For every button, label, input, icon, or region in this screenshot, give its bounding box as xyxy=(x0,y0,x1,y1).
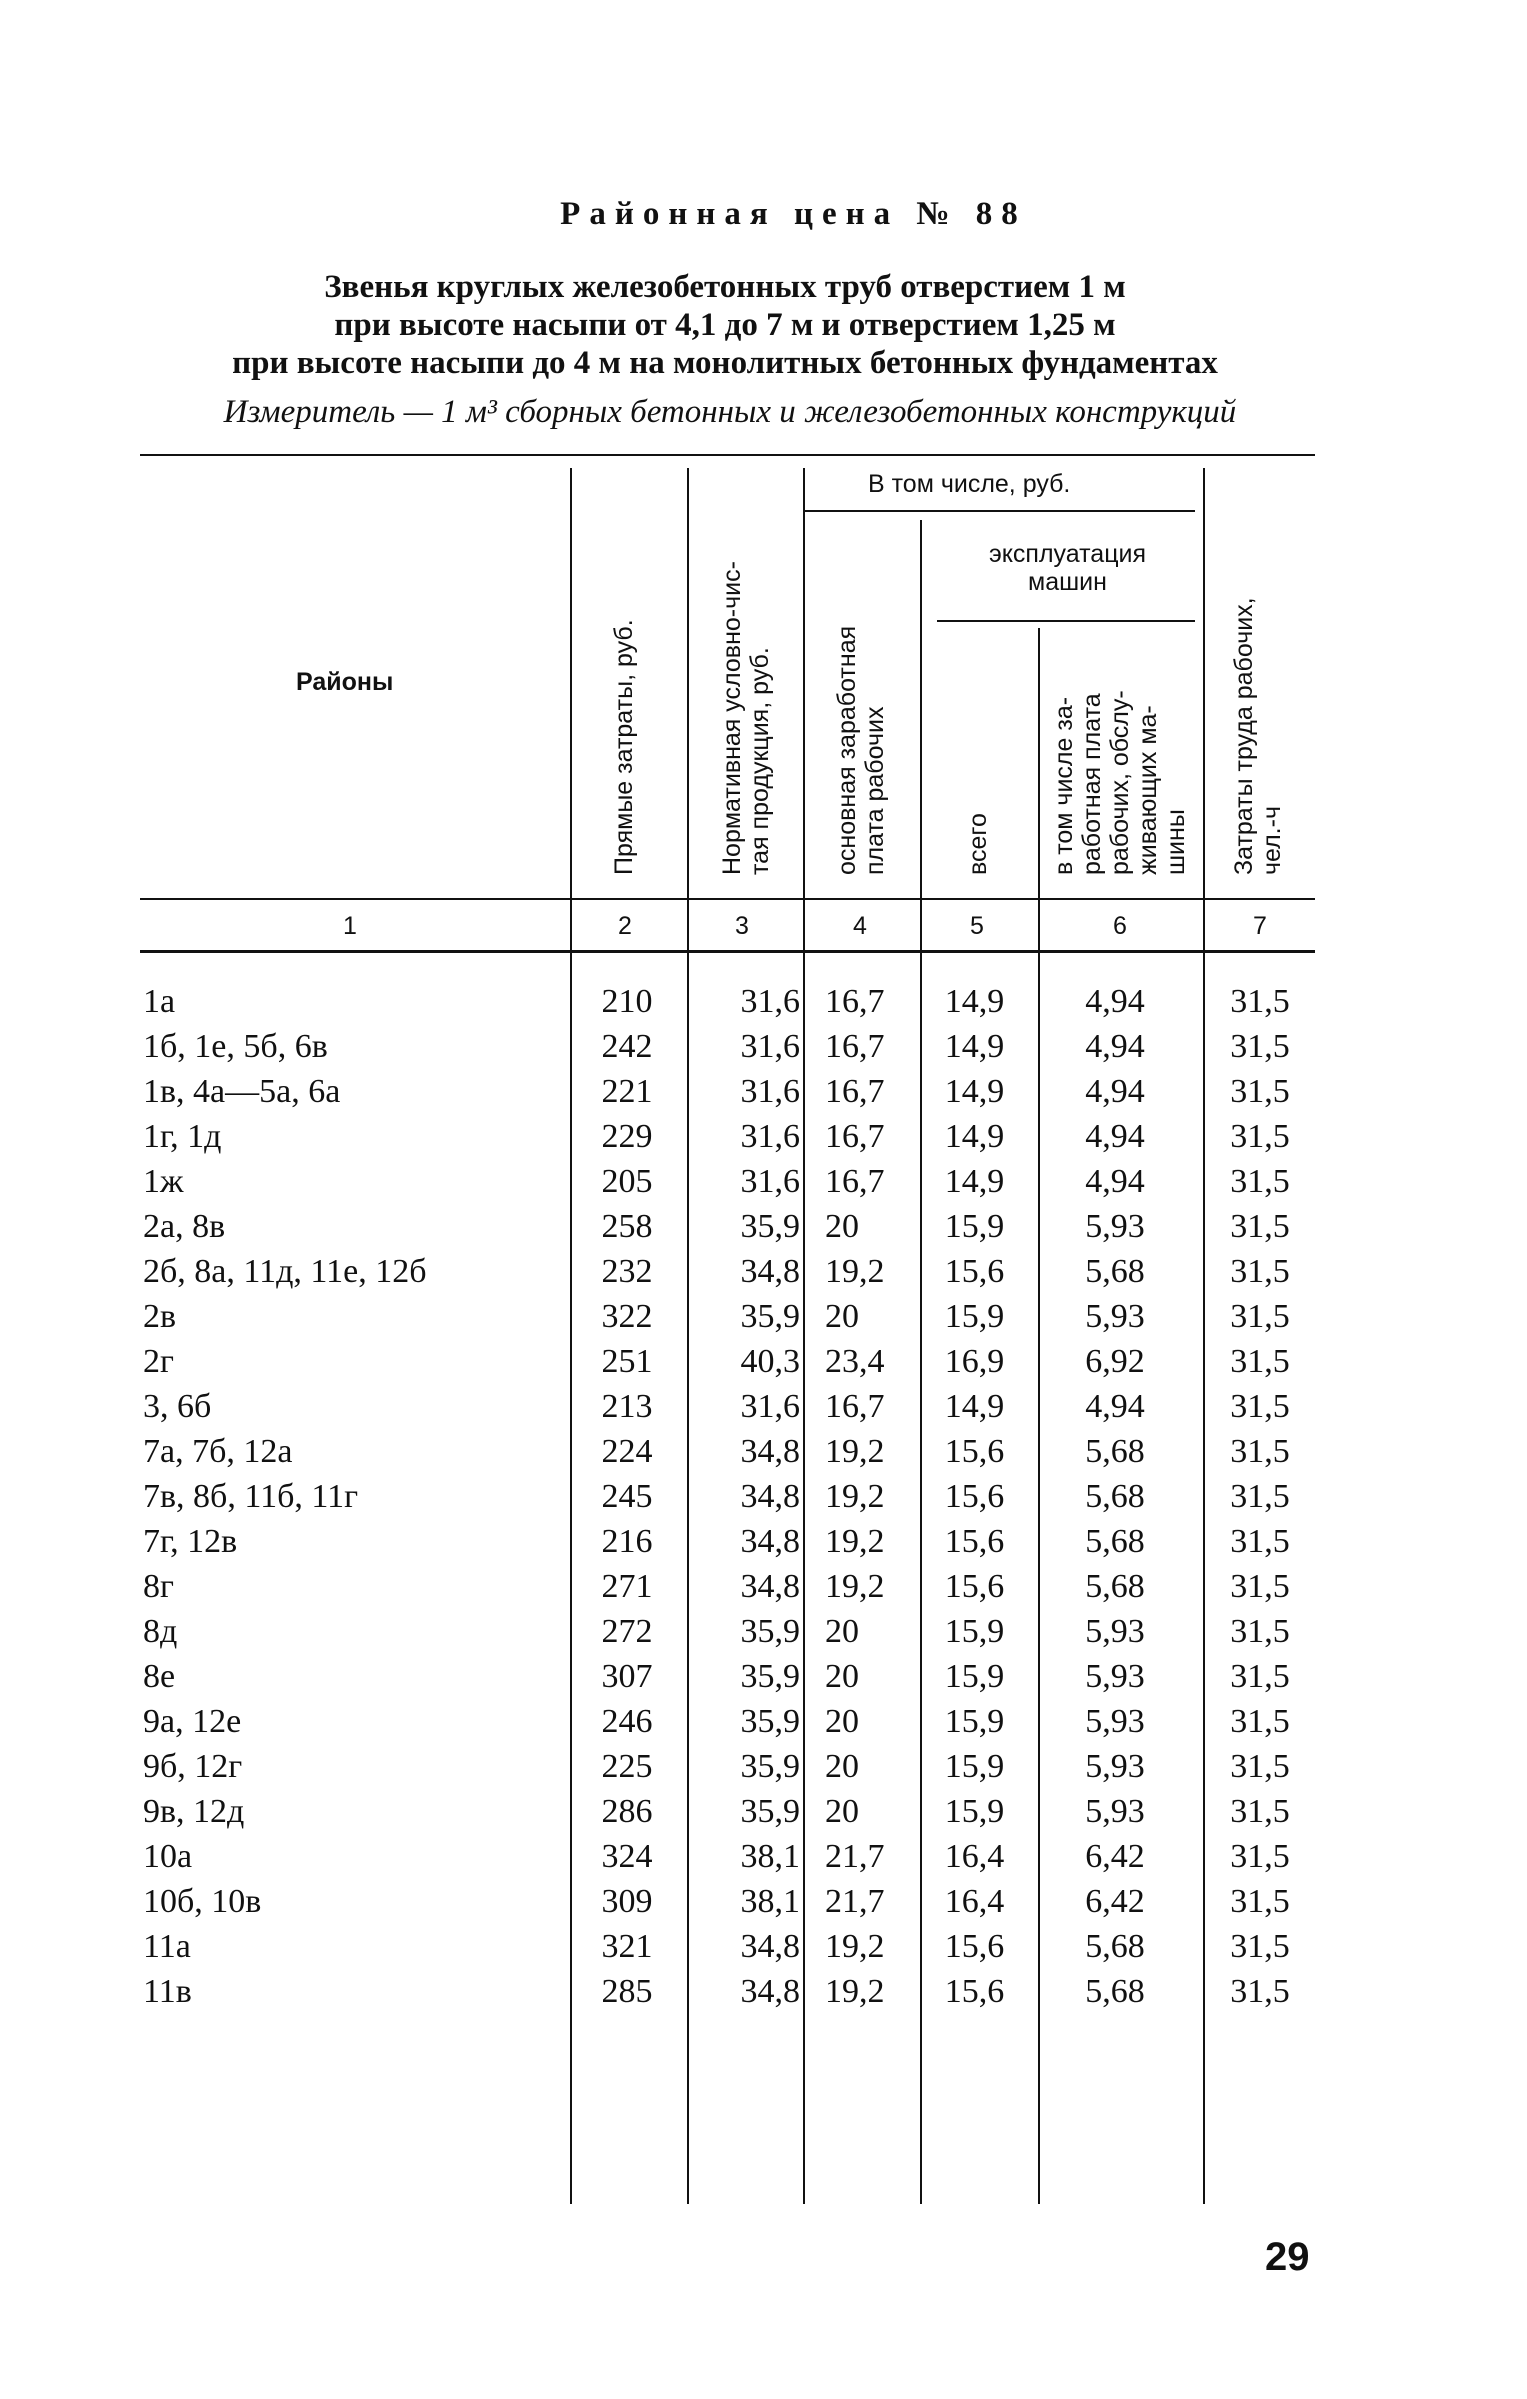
table-row xyxy=(0,1298,1527,1343)
table-cell: 31,6 xyxy=(740,1028,800,1065)
table-cell: 213 xyxy=(601,1388,653,1425)
table-cell: 35,9 xyxy=(740,1658,800,1695)
table-cell: 20 xyxy=(825,1298,859,1335)
table-cell: 9а, 12е xyxy=(143,1703,242,1740)
table-cell: 31,5 xyxy=(1230,1118,1290,1155)
table-cell: 5,93 xyxy=(1085,1298,1145,1335)
table-cell: 1б, 1е, 5б, 6в xyxy=(143,1028,328,1065)
table-cell: 31,5 xyxy=(1230,1568,1290,1605)
table-cell: 14,9 xyxy=(944,1118,1005,1155)
table-row xyxy=(0,1343,1527,1388)
table-cell: 38,1 xyxy=(740,1883,800,1920)
table-cell: 31,5 xyxy=(1230,1478,1290,1515)
table-cell: 5,68 xyxy=(1085,1928,1145,1965)
header-base-wage: основная заработная плата рабочих xyxy=(833,625,889,875)
table-cell: 4,94 xyxy=(1085,1388,1145,1425)
table-cell: 31,6 xyxy=(740,1388,800,1425)
table-cell: 7г, 12в xyxy=(143,1523,238,1560)
table-row xyxy=(0,1928,1527,1973)
table-row xyxy=(0,1658,1527,1703)
table-cell: 20 xyxy=(825,1658,859,1695)
table-cell: 6,42 xyxy=(1085,1838,1145,1875)
table-cell: 35,9 xyxy=(740,1298,800,1335)
table-cell: 251 xyxy=(601,1343,653,1380)
table-cell: 15,9 xyxy=(944,1208,1005,1245)
table-cell: 2в xyxy=(143,1298,177,1335)
table-cell: 31,5 xyxy=(1230,1973,1290,2010)
table-cell: 38,1 xyxy=(740,1838,800,1875)
table-cell: 31,5 xyxy=(1230,1163,1290,1200)
table-cell: 14,9 xyxy=(944,983,1005,1020)
header-incl-wage: в том числе за- работная плата рабочих, обслу- живающих ма- шины xyxy=(1050,690,1190,875)
header-total: всего xyxy=(964,813,992,875)
col-number: 1 xyxy=(343,912,357,940)
table-cell: 216 xyxy=(601,1523,653,1560)
table-cell: 15,9 xyxy=(944,1613,1005,1650)
table-cell: 31,5 xyxy=(1230,1793,1290,1830)
table-cell: 16,7 xyxy=(825,1118,885,1155)
table-cell: 1ж xyxy=(143,1163,184,1200)
table-row xyxy=(0,1253,1527,1298)
col-number: 2 xyxy=(618,912,632,940)
table-cell: 307 xyxy=(601,1658,653,1695)
table-cell: 5,93 xyxy=(1085,1748,1145,1785)
table-cell: 15,9 xyxy=(944,1748,1005,1785)
table-cell: 31,6 xyxy=(740,1163,800,1200)
table-cell: 20 xyxy=(825,1793,859,1830)
table-cell: 5,93 xyxy=(1085,1658,1145,1695)
table-cell: 4,94 xyxy=(1085,1118,1145,1155)
table-cell: 15,6 xyxy=(944,1523,1005,1560)
table-cell: 35,9 xyxy=(740,1748,800,1785)
table-cell: 15,6 xyxy=(944,1253,1005,1290)
table-cell: 31,6 xyxy=(740,983,800,1020)
table-cell: 232 xyxy=(601,1253,653,1290)
table-cell: 5,68 xyxy=(1085,1523,1145,1560)
table-cell: 15,6 xyxy=(944,1433,1005,1470)
header-bottom-rule xyxy=(140,898,1315,900)
table-cell: 19,2 xyxy=(825,1523,885,1560)
table-cell: 14,9 xyxy=(944,1028,1005,1065)
table-cell: 5,68 xyxy=(1085,1253,1145,1290)
table-cell: 5,93 xyxy=(1085,1793,1145,1830)
table-cell: 10б, 10в xyxy=(143,1883,262,1920)
table-cell: 15,6 xyxy=(944,1928,1005,1965)
table-cell: 2б, 8а, 11д, 11е, 12б xyxy=(143,1253,427,1290)
table-row xyxy=(0,1793,1527,1838)
table-cell: 8г xyxy=(143,1568,174,1605)
table-cell: 7а, 7б, 12а xyxy=(143,1433,293,1470)
table-cell: 16,9 xyxy=(944,1343,1005,1380)
subtitle-line: при высоте насыпи от 4,1 до 7 м и отверстием 1,25 м xyxy=(334,307,1116,343)
table-cell: 40,3 xyxy=(740,1343,800,1380)
table-cell: 20 xyxy=(825,1748,859,1785)
table-cell: 324 xyxy=(601,1838,653,1875)
table-row xyxy=(0,1028,1527,1073)
col-number: 6 xyxy=(1113,912,1127,940)
table-cell: 31,5 xyxy=(1230,1613,1290,1650)
table-cell: 20 xyxy=(825,1208,859,1245)
table-cell: 5,93 xyxy=(1085,1208,1145,1245)
table-cell: 285 xyxy=(601,1973,653,2010)
table-cell: 205 xyxy=(601,1163,653,1200)
table-cell: 35,9 xyxy=(740,1613,800,1650)
table-cell: 10а xyxy=(143,1838,193,1875)
table-cell: 11в xyxy=(143,1973,192,2010)
table-body xyxy=(0,983,1527,2018)
table-cell: 31,5 xyxy=(1230,1343,1290,1380)
table-cell: 2г xyxy=(143,1343,174,1380)
table-cell: 242 xyxy=(601,1028,653,1065)
table-cell: 31,6 xyxy=(740,1073,800,1110)
table-cell: 34,8 xyxy=(740,1478,800,1515)
table-cell: 15,9 xyxy=(944,1298,1005,1335)
table-cell: 31,5 xyxy=(1230,1523,1290,1560)
table-cell: 15,9 xyxy=(944,1793,1005,1830)
table-cell: 5,93 xyxy=(1085,1703,1145,1740)
table-row xyxy=(0,1073,1527,1118)
table-cell: 309 xyxy=(601,1883,653,1920)
table-cell: 15,6 xyxy=(944,1568,1005,1605)
table-cell: 31,5 xyxy=(1230,1748,1290,1785)
table-row xyxy=(0,1388,1527,1433)
table-top-rule xyxy=(140,454,1315,456)
table-cell: 35,9 xyxy=(740,1793,800,1830)
table-row xyxy=(0,1568,1527,1613)
table-cell: 31,5 xyxy=(1230,1028,1290,1065)
machines-rule xyxy=(937,620,1195,622)
numbers-bottom-rule xyxy=(140,950,1315,953)
table-cell: 16,7 xyxy=(825,983,885,1020)
header-including: В том числе, руб. xyxy=(868,470,1071,498)
table-cell: 19,2 xyxy=(825,1253,885,1290)
table-cell: 246 xyxy=(601,1703,653,1740)
table-cell: 2а, 8в xyxy=(143,1208,226,1245)
table-cell: 34,8 xyxy=(740,1568,800,1605)
header-machine-operation: эксплуатация машин xyxy=(988,540,1147,596)
table-cell: 1г, 1д xyxy=(143,1118,222,1155)
table-cell: 31,5 xyxy=(1230,983,1290,1020)
table-cell: 20 xyxy=(825,1613,859,1650)
table-cell: 224 xyxy=(601,1433,653,1470)
table-cell: 35,9 xyxy=(740,1703,800,1740)
table-cell: 34,8 xyxy=(740,1433,800,1470)
table-cell: 15,6 xyxy=(944,1973,1005,2010)
subtitle-line: при высоте насыпи до 4 м на монолитных бетонных фундаментах xyxy=(232,345,1218,381)
table-row xyxy=(0,1163,1527,1208)
table-cell: 23,4 xyxy=(825,1343,885,1380)
table-cell: 1в, 4а—5а, 6а xyxy=(143,1073,341,1110)
table-cell: 15,6 xyxy=(944,1478,1005,1515)
table-cell: 14,9 xyxy=(944,1163,1005,1200)
table-cell: 34,8 xyxy=(740,1928,800,1965)
table-row xyxy=(0,1478,1527,1523)
table-cell: 14,9 xyxy=(944,1388,1005,1425)
table-cell: 4,94 xyxy=(1085,1163,1145,1200)
table-cell: 31,5 xyxy=(1230,1073,1290,1110)
table-cell: 5,68 xyxy=(1085,1973,1145,2010)
table-cell: 286 xyxy=(601,1793,653,1830)
header-regions: Районы xyxy=(296,668,394,696)
table-cell: 31,5 xyxy=(1230,1838,1290,1875)
measure-unit: Измеритель — 1 м³ сборных бетонных и железобетонных конструкций xyxy=(223,394,1237,430)
table-cell: 8е xyxy=(143,1658,176,1695)
table-cell: 322 xyxy=(601,1298,653,1335)
table-cell: 34,8 xyxy=(740,1973,800,2010)
table-cell: 31,5 xyxy=(1230,1388,1290,1425)
table-cell: 16,7 xyxy=(825,1163,885,1200)
table-row xyxy=(0,1703,1527,1748)
table-cell: 1а xyxy=(143,983,176,1020)
header-labor: Затраты труда рабочих, чел.-ч xyxy=(1230,597,1286,875)
table-cell: 225 xyxy=(601,1748,653,1785)
table-cell: 16,7 xyxy=(825,1073,885,1110)
table-cell: 4,94 xyxy=(1085,1073,1145,1110)
table-cell: 16,7 xyxy=(825,1028,885,1065)
table-cell: 5,93 xyxy=(1085,1613,1145,1650)
subtitle xyxy=(130,268,1320,382)
table-cell: 15,9 xyxy=(944,1703,1005,1740)
table-cell: 21,7 xyxy=(825,1883,885,1920)
page-title: Районная цена № 88 xyxy=(560,196,1027,232)
table-cell: 31,5 xyxy=(1230,1703,1290,1740)
header-direct-costs: Прямые затраты, руб. xyxy=(610,619,638,875)
table-cell: 16,4 xyxy=(944,1838,1005,1875)
col-number: 5 xyxy=(970,912,984,940)
table-cell: 5,68 xyxy=(1085,1433,1145,1470)
table-cell: 5,68 xyxy=(1085,1478,1145,1515)
table-cell: 34,8 xyxy=(740,1253,800,1290)
table-row xyxy=(0,1613,1527,1658)
table-cell: 34,8 xyxy=(740,1523,800,1560)
table-cell: 31,5 xyxy=(1230,1253,1290,1290)
table-cell: 245 xyxy=(601,1478,653,1515)
table-row xyxy=(0,1748,1527,1793)
table-row xyxy=(0,1118,1527,1163)
subtitle-line: Звенья круглых железобетонных труб отверстием 1 м xyxy=(324,269,1126,305)
table-cell: 271 xyxy=(601,1568,653,1605)
table-row xyxy=(0,1838,1527,1883)
table-cell: 258 xyxy=(601,1208,653,1245)
header-normative: Нормативная условно-чис- тая продукция, руб. xyxy=(718,561,774,875)
table-cell: 31,5 xyxy=(1230,1433,1290,1470)
table-cell: 19,2 xyxy=(825,1568,885,1605)
col-number: 4 xyxy=(853,912,867,940)
table-cell: 11а xyxy=(143,1928,191,1965)
table-cell: 31,5 xyxy=(1230,1928,1290,1965)
table-cell: 229 xyxy=(601,1118,653,1155)
table-cell: 321 xyxy=(601,1928,653,1965)
table-row xyxy=(0,1523,1527,1568)
table-cell: 31,5 xyxy=(1230,1883,1290,1920)
table-cell: 4,94 xyxy=(1085,1028,1145,1065)
table-cell: 19,2 xyxy=(825,1433,885,1470)
table-cell: 221 xyxy=(601,1073,653,1110)
table-cell: 3, 6б xyxy=(143,1388,212,1425)
table-cell: 35,9 xyxy=(740,1208,800,1245)
table-cell: 19,2 xyxy=(825,1973,885,2010)
table-cell: 31,5 xyxy=(1230,1208,1290,1245)
table-cell: 5,68 xyxy=(1085,1568,1145,1605)
table-cell: 20 xyxy=(825,1703,859,1740)
table-cell: 16,7 xyxy=(825,1388,885,1425)
table-row xyxy=(0,1433,1527,1478)
table-cell: 8д xyxy=(143,1613,178,1650)
table-cell: 14,9 xyxy=(944,1073,1005,1110)
table-cell: 272 xyxy=(601,1613,653,1650)
table-cell: 210 xyxy=(601,983,653,1020)
table-cell: 31,5 xyxy=(1230,1298,1290,1335)
including-rule xyxy=(803,510,1195,512)
table-cell: 7в, 8б, 11б, 11г xyxy=(143,1478,359,1515)
table-row xyxy=(0,983,1527,1028)
table-cell: 31,6 xyxy=(740,1118,800,1155)
table-cell: 6,92 xyxy=(1085,1343,1145,1380)
table-row xyxy=(0,1883,1527,1928)
table-cell: 4,94 xyxy=(1085,983,1145,1020)
table-row xyxy=(0,1208,1527,1253)
table-cell: 19,2 xyxy=(825,1928,885,1965)
table-cell: 9в, 12д xyxy=(143,1793,245,1830)
table-cell: 16,4 xyxy=(944,1883,1005,1920)
table-cell: 6,42 xyxy=(1085,1883,1145,1920)
page-number: 29 xyxy=(1265,2235,1310,2279)
col-number: 3 xyxy=(735,912,749,940)
table-cell: 15,9 xyxy=(944,1658,1005,1695)
col-number: 7 xyxy=(1253,912,1267,940)
table-cell: 19,2 xyxy=(825,1478,885,1515)
table-cell: 21,7 xyxy=(825,1838,885,1875)
table-cell: 31,5 xyxy=(1230,1658,1290,1695)
table-cell: 9б, 12г xyxy=(143,1748,243,1785)
table-row xyxy=(0,1973,1527,2018)
